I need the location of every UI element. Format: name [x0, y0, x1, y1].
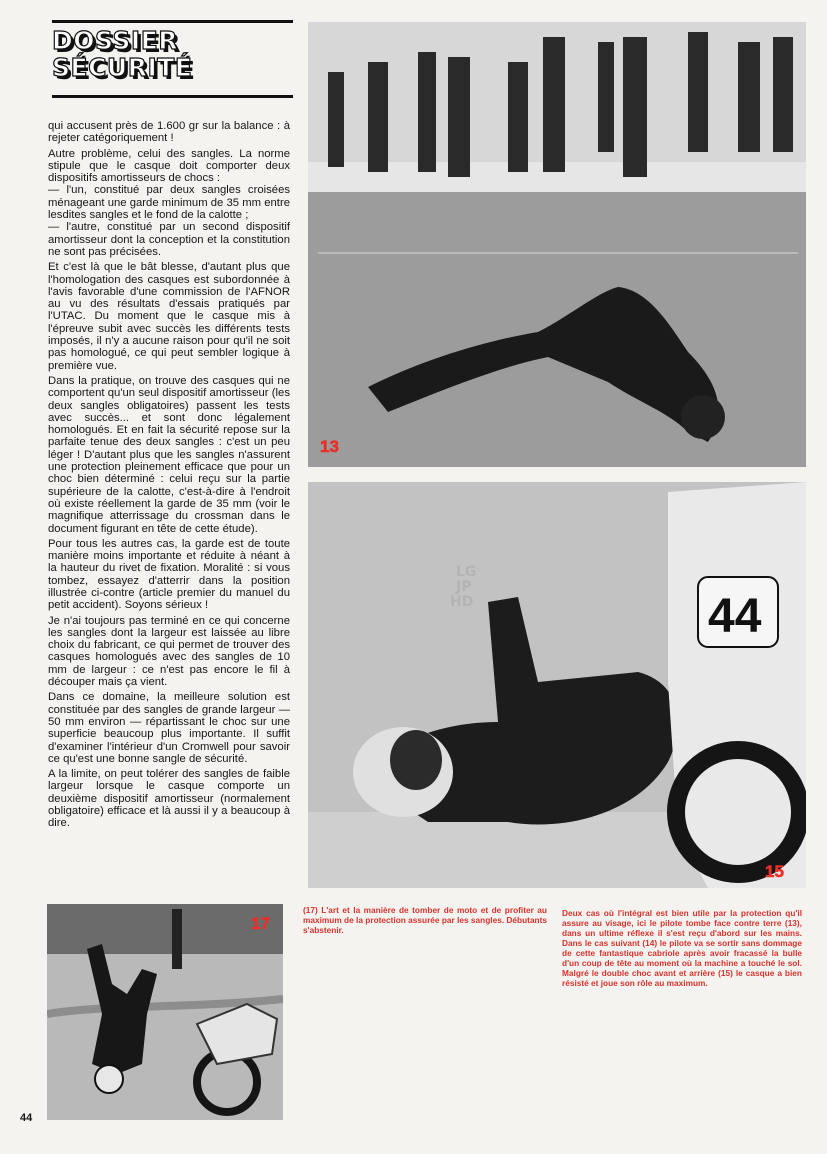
paragraph: A la limite, on peut tolérer des sangles de faible largeur lorsque le casque comporte un deuxième dispositif amortisseur (normalement obligatoire) efficace et là aussi il y a beaucoup à dire. — [48, 768, 290, 830]
title-line-1: DOSSIER — [52, 26, 179, 55]
section-title — [52, 27, 192, 81]
article-body — [48, 120, 290, 833]
watermark-logo — [420, 565, 482, 627]
caption-photo-17: (17) L'art et la manière de tomber de moto et de profiter au maximum de la protection assurée par les sangles. Débutants s'abstenir. — [303, 905, 547, 935]
paragraph: Pour tous les autres cas, la garde est de toute manière moins importante et réduite à néant à la hauteur du rivet de fixation. Moralité : si vous tombez, essayez d'atterrir dans la position illustrée ci-contre (article premier du manuel du petit accident). Soyons sérieux ! — [48, 537, 290, 612]
photo-13-number: 13 — [320, 437, 339, 456]
paragraph: Et c'est là que le bât blesse, d'autant plus que l'homologation des casques est subordonnée à l'avis favorable d'une commission de l'AFNOR au vu des résultats d'essais pratiqués par l'UTAC. Du moment que le casque mis à l'épreuve subit avec succès les différents tests imposés, il n'y a aucune raison pour qu'il ne soit pas homologué, ce qui peut sembler logique à première vue. — [48, 261, 290, 372]
photo-17-number: 17 — [251, 914, 270, 933]
svg-text:44: 44 — [708, 590, 762, 643]
watermark-line: LG — [456, 564, 477, 580]
photo-15-rider-crash — [308, 482, 806, 888]
paragraph: Je n'ai toujours pas terminé en ce qui concerne les sangles dont la largeur est laissée au libre choix du fabricant, ce qui permet de trouver des casques homologués avec des sangles de 10 mm de largeur : ce n'est pas encore le fil à découper mais ça vient. — [48, 614, 290, 689]
paragraph: qui accusent près de 1.600 gr sur la balance : à rejeter catégoriquement ! — [48, 120, 290, 145]
caption-photos-13-15: Deux cas où l'intégral est bien utile par la protection qu'il assure au visage, ici le pilote tombe face contre terre (13), dans un ultime réflexe il s'est reçu d'abord sur les mains. Dans le cas suivant (14) le pilote va se sortir sans dommage de cette fantastique cabriole après avoir fracassé la bulle d'un coup de tête au moment où la machine a touché le sol. Malgré le double choc avant et arrière (15) le casque a bien résisté et joue son rôle au maximum. — [562, 908, 802, 988]
paragraph: Dans ce domaine, la meilleure solution est constituée par des sangles de grande largeur — 50 mm environ — répartissant le choc sur une superficie beaucoup plus importante. Il suffit d'examiner l'intérieur d'un Cromwell pour savoir ce qu'est une bonne sangle de sécurité. — [48, 691, 290, 765]
photo-17-motocross-fall — [47, 904, 283, 1120]
photo-15-number: 15 — [765, 862, 784, 881]
watermark-line: HD — [450, 594, 474, 610]
section-header — [52, 20, 293, 98]
watermark-line: JP — [456, 579, 472, 595]
paragraph: — l'un, constitué par deux sangles croisées ménageant une garde minimum de 35 mm entre lesdites sangles et le fond de la calotte ; — [48, 184, 290, 222]
paragraph: Dans la pratique, on trouve des casques qui ne comportent qu'un seul dispositif amortisseur (les deux sangles obligatoires) passent les tests avec succès... et sont donc légalement homologués. Et en fait la sécurité repose sur la parfaite tenue des deux sangles : c'est un peu léger ! D'autant plus que les sangles n'assurent une protection pleinement efficace que pour un choc bien déterminé : celui reçu sur la partie supérieure de la calotte, c'est-à-dire à l'endroit où existe réellement la garde de 35 mm (voir le magnifique atterrissage du crossman dans le document figurant en tête de cette étude). — [48, 374, 290, 535]
paragraph: Autre problème, celui des sangles. La norme stipule que le casque doit comporter deux dispositifs amortisseurs de chocs : — [48, 147, 290, 185]
paragraph: — l'autre, constitué par un second dispositif amortisseur dont la conception et la constitution ne sont pas précisées. — [48, 221, 290, 258]
page-number: 44 — [20, 1112, 33, 1124]
title-line-2: SÉCURITÉ — [52, 53, 193, 82]
photo-13-rider-face-down — [308, 22, 806, 467]
